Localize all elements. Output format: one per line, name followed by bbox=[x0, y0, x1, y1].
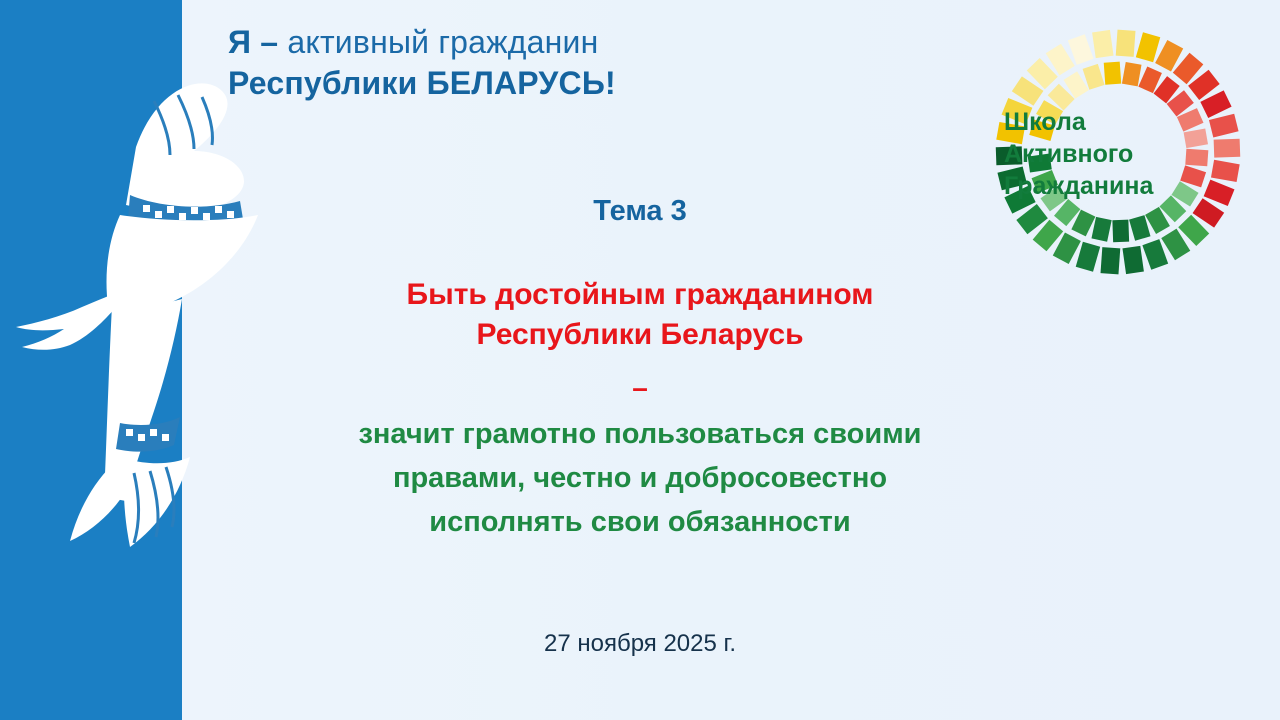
slide-subtitle: значит грамотно пользоваться своими правами, честно и добросовестно исполнять свои обязанности bbox=[358, 418, 922, 538]
school-logo bbox=[992, 18, 1244, 286]
topic-label: Тема 3 bbox=[593, 195, 687, 227]
slide-date: 27 ноября 2025 г. bbox=[544, 630, 736, 657]
logo-text-line-2: Активного bbox=[1004, 140, 1134, 168]
slide-title: Быть достойным гражданином Республики Беларусь bbox=[406, 278, 874, 351]
title-dash: – bbox=[632, 372, 648, 403]
headline-line-2: Республики БЕЛАРУСЬ! bbox=[228, 65, 616, 101]
stork-illustration bbox=[8, 55, 318, 555]
logo-text bbox=[1004, 106, 1214, 202]
logo-text-line-1: Школа bbox=[1004, 108, 1086, 136]
headline-line-1-rest: активный гражданин bbox=[287, 24, 599, 60]
headline-line-1-bold: Я – bbox=[228, 24, 288, 60]
headline-line-1 bbox=[228, 22, 988, 62]
headline bbox=[228, 22, 988, 104]
logo-text-line-3: Гражданина bbox=[1004, 172, 1154, 200]
